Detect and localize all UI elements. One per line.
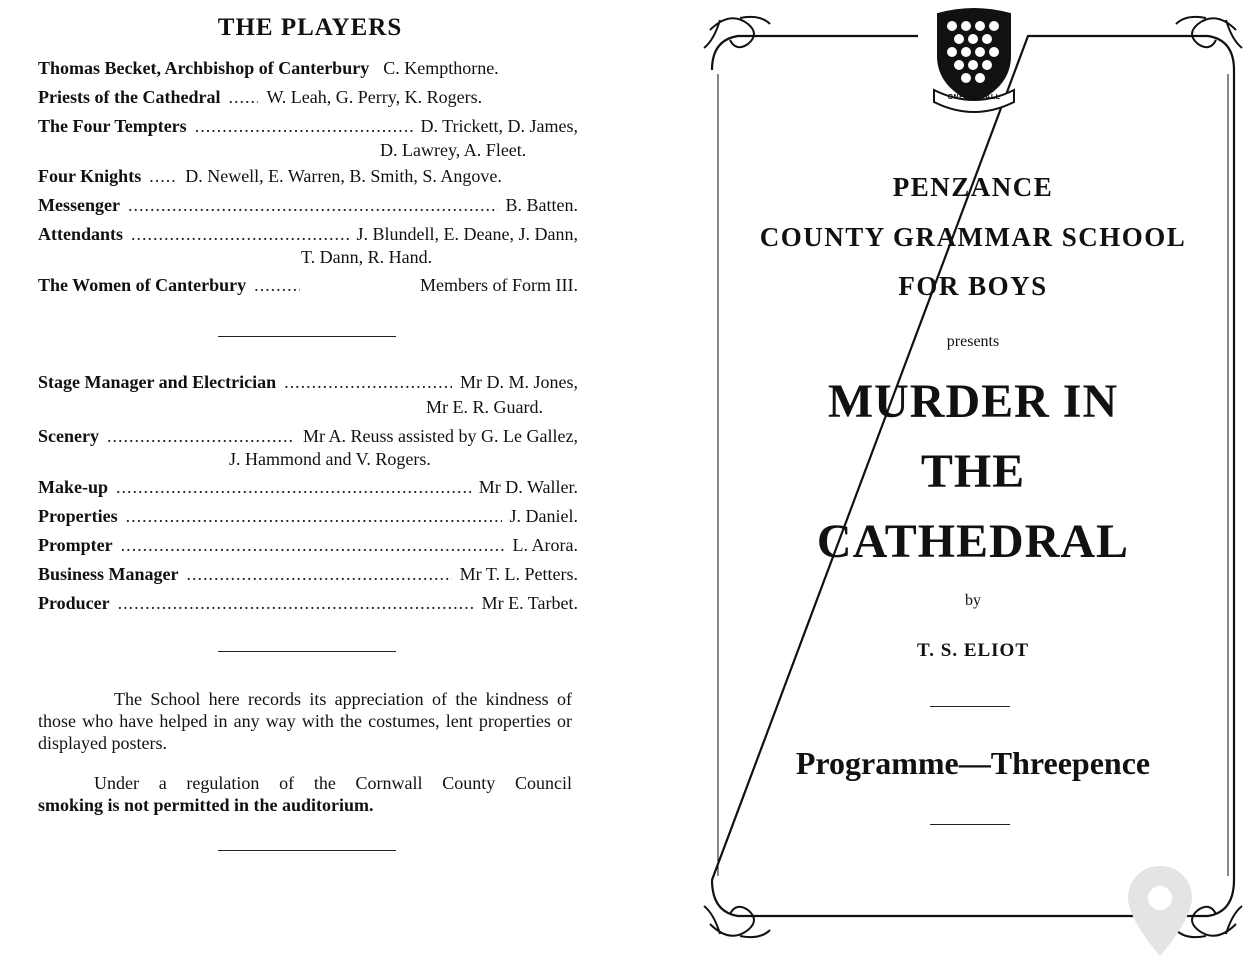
cast-role: Priests of the Cathedral (38, 87, 221, 107)
cast-row (38, 58, 578, 84)
cast-names: Members of Form III. (420, 275, 578, 295)
crew-names: Mr E. Tarbet. (481, 593, 578, 613)
regulation-lead: Under a regulation of the Cornwall County Council (94, 773, 572, 793)
cast-role: Four Knights (38, 166, 142, 186)
cast-names-continued: T. Dann, R. Hand. (301, 247, 433, 267)
crew-role: Scenery (38, 426, 99, 446)
crew-role: Producer (38, 593, 110, 613)
crew-role: Make-up (38, 477, 109, 497)
cast-role: The Four Tempters (38, 116, 187, 136)
players-heading: THE PLAYERS (217, 14, 403, 41)
cast-names-continued: D. Lawrey, A. Fleet. (380, 140, 527, 160)
crew-role: Prompter (38, 535, 113, 555)
appreciation-note: The School here records its appreciation of the kindness of those who have helped in any way with the costumes, lent properties or displayed posters. (38, 689, 572, 753)
leader-dots (116, 477, 471, 498)
cast-names: W. Leah, G. Perry, K. Rogers. (266, 87, 483, 107)
divider (218, 651, 396, 652)
presents-text: presents (946, 333, 1000, 350)
crew-row (38, 506, 578, 532)
crew-role: Properties (38, 506, 118, 526)
crew-role: Business Manager (38, 564, 179, 584)
leader-dots (149, 166, 177, 187)
leader-dots (128, 195, 498, 216)
cast-role: Attendants (38, 224, 124, 244)
school-name-line2: COUNTY GRAMMAR SCHOOL (759, 222, 1187, 252)
cast-row (38, 275, 578, 301)
crew-names-continued: Mr E. R. Guard. (426, 397, 543, 417)
cast-names: C. Kempthorne. (383, 58, 499, 78)
leader-dots (254, 275, 300, 296)
crew-names-continued: J. Hammond and V. Rogers. (229, 449, 431, 469)
leader-dots (118, 593, 474, 614)
crew-names: J. Daniel. (509, 506, 578, 526)
play-title-line1: MURDER IN (827, 375, 1119, 428)
cast-names: D. Trickett, D. James, (420, 116, 578, 136)
cast-row (38, 195, 578, 221)
play-title-line3: CATHEDRAL (816, 515, 1130, 568)
crew-row (38, 564, 578, 590)
crew-row (38, 535, 578, 561)
cast-role: The Women of Canterbury (38, 275, 247, 295)
crew-row (38, 593, 578, 619)
crew-role: Stage Manager and Electrician (38, 372, 277, 392)
regulation-bold: smoking is not permitted in the auditorium. (38, 795, 374, 815)
leader-dots (187, 564, 452, 585)
cast-names: D. Newell, E. Warren, B. Smith, S. Angove. (185, 166, 502, 186)
cast-names: B. Batten. (505, 195, 578, 215)
cast-row (38, 166, 578, 192)
divider (218, 336, 396, 337)
leader-dots (131, 224, 349, 245)
crew-names: Mr D. M. Jones, (459, 372, 578, 392)
divider (930, 824, 1010, 825)
cover-page (690, 0, 1256, 979)
cast-row (38, 87, 578, 113)
regulation-note (38, 772, 572, 816)
crew-names: Mr A. Reuss assisted by G. Le Gallez, (303, 426, 578, 446)
cast-row (38, 116, 578, 142)
author-name: T. S. ELIOT (916, 640, 1030, 661)
by-text: by (965, 592, 981, 609)
cast-role: Thomas Becket, Archbishop of Canterbury (38, 58, 370, 78)
crew-row (38, 477, 578, 503)
crew-row (38, 372, 578, 398)
cast-names: J. Blundell, E. Deane, J. Dann, (356, 224, 578, 244)
crest-motto: ONE AND ALL (947, 94, 1001, 101)
crew-names: Mr T. L. Petters. (459, 564, 578, 584)
crew-names: Mr D. Waller. (478, 477, 578, 497)
play-title-line2: THE (920, 445, 1026, 498)
programme-price: Programme—Threepence (795, 745, 1151, 781)
cast-role: Messenger (38, 195, 120, 215)
leader-dots (107, 426, 295, 447)
location-pin-icon (1120, 860, 1200, 970)
school-name-line3: FOR BOYS (898, 271, 1048, 301)
crew-names: L. Arora. (512, 535, 578, 555)
leader-dots (284, 372, 452, 393)
divider (930, 706, 1010, 707)
school-name-line1: PENZANCE (892, 172, 1054, 202)
leader-dots (195, 116, 413, 137)
shield-crest-icon (932, 6, 1016, 124)
players-page (0, 0, 620, 979)
divider (218, 850, 396, 851)
leader-dots (126, 506, 502, 527)
leader-dots (228, 87, 258, 108)
leader-dots (121, 535, 505, 556)
